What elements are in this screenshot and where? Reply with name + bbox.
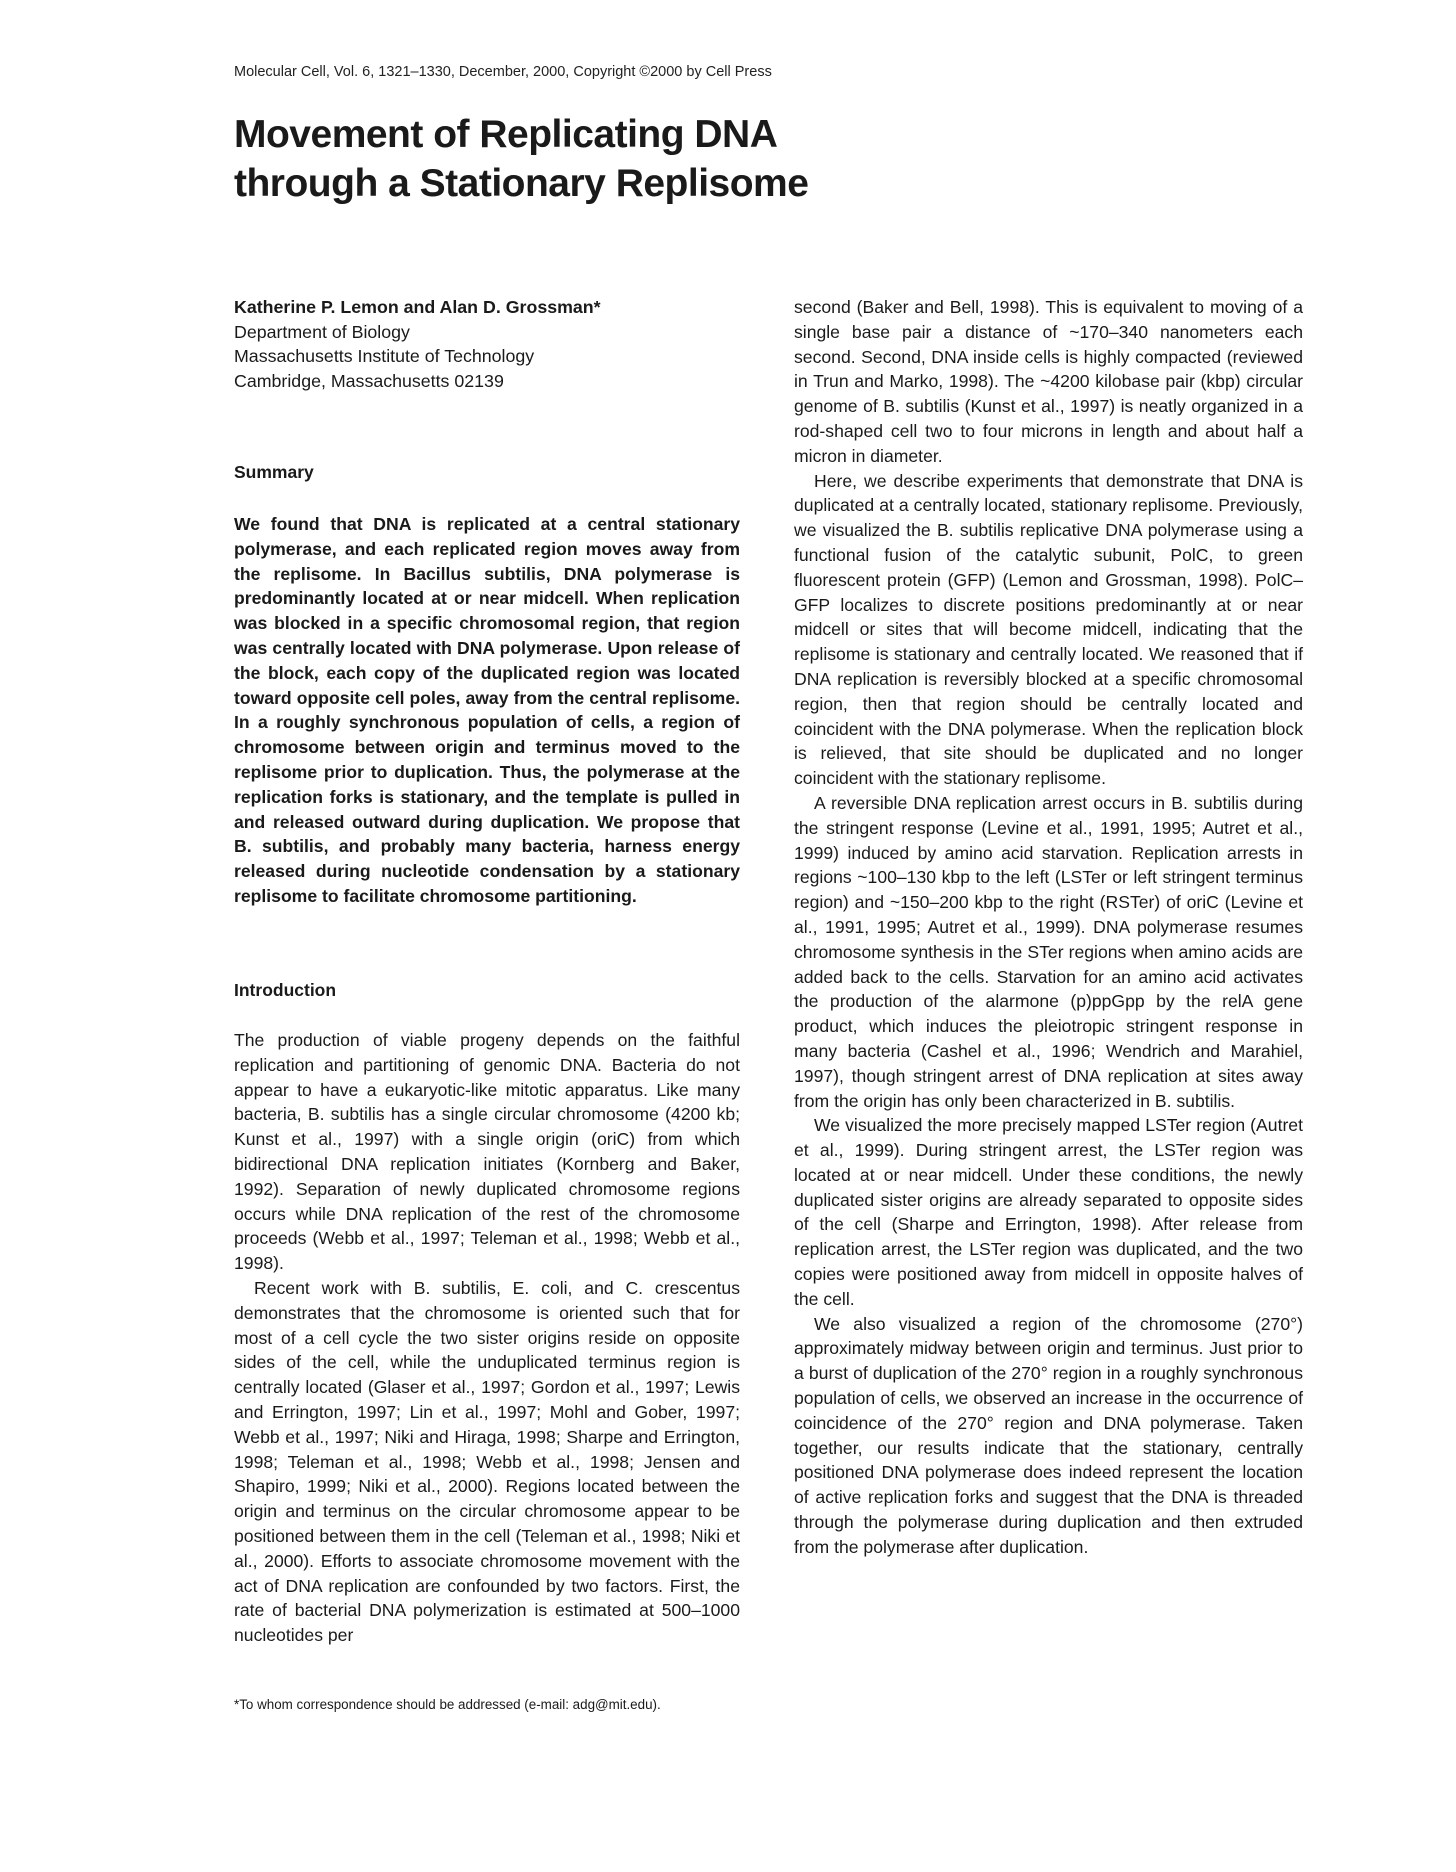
article-title [234, 110, 1134, 208]
right-column-body [794, 295, 1303, 1560]
introduction-heading: Introduction [234, 980, 337, 1000]
introduction-body [234, 1028, 740, 1648]
summary-text [234, 512, 740, 909]
affiliation-line: Cambridge, Massachusetts 02139 [234, 370, 504, 391]
correspondence-footnote: *To whom correspondence should be addressed (e-mail: adg@mit.edu). [234, 1697, 661, 1712]
body-paragraph: second (Baker and Bell, 1998). This is equivalent to moving of a single base pair a distance of ~170–340 nanometers each second. Second, DNA inside cells is highly compacted (reviewed in Trun and Marko, 1998). The ~4200 kilobase pair (kbp) circular genome of B. subtilis (Kunst et al., 1997) is neatly organized in a rod-shaped cell two to four microns in length and about half a micron in diameter. [794, 297, 1303, 466]
summary-heading: Summary [234, 462, 314, 482]
title-line-1: Movement of Replicating DNA [234, 113, 778, 156]
title-line-2: through a Stationary Replisome [234, 162, 809, 205]
body-paragraph: Here, we describe experiments that demonstrate that DNA is duplicated at a centrally located, stationary replisome. Previously, we visualized the B. subtilis replicative DNA polymerase using a functional fusion of the catalytic subunit, PolC, to green fluorescent protein (GFP) (Lemon and Grossman, 1998). PolC–GFP localizes to discrete positions predominantly at or near midcell or sites that will become midcell, indicating that the replisome is stationary and centrally located. We reasoned that if DNA replication is reversibly blocked at a specific chromosomal region, then that region should be centrally located and coincident with the DNA polymerase. When the replication block is relieved, that site should be duplicated and no longer coincident with the stationary replisome. [794, 470, 1303, 789]
body-paragraph: We also visualized a region of the chromosome (270°) approximately midway between origin and terminus. Just prior to a burst of duplication of the 270° region in a roughly synchronous population of cells, we observed an increase in the occurrence of coincidence of the 270° region and DNA polymerase. Taken together, our results indicate that the stationary, centrally positioned DNA polymerase does indeed represent the location of active replication forks and suggest that the DNA is threaded through the polymerase during duplication and then extruded from the polymerase after duplication. [794, 1313, 1303, 1557]
author-names: Katherine P. Lemon and Alan D. Grossman* [234, 297, 601, 317]
journal-citation-line: Molecular Cell, Vol. 6, 1321–1330, December, 2000, Copyright ©2000 by Cell Press [234, 64, 772, 80]
intro-paragraph: Recent work with B. subtilis, E. coli, and C. crescentus demonstrates that the chromosome is oriented such that for most of a cell cycle the two sister origins reside on opposite sides of the cell, while the unduplicated terminus region is centrally located (Glaser et al., 1997; Gordon et al., 1997; Lewis and Errington, 1997; Lin et al., 1997; Mohl and Gober, 1997; Webb et al., 1997; Niki and Hiraga, 1998; Sharpe and Errington, 1998; Teleman et al., 1998; Webb et al., 1998; Jensen and Shapiro, 1999; Niki et al., 2000). Regions located between the origin and terminus on the circular chromosome appear to be positioned between them in the cell (Teleman et al., 1998; Niki et al., 2000). Efforts to associate chromosome movement with the act of DNA replication are confounded by two factors. First, the rate of bacterial DNA polymerization is estimated at 500–1000 nucleotides per [234, 1277, 740, 1646]
body-paragraph: A reversible DNA replication arrest occurs in B. subtilis during the stringent response (Levine et al., 1991, 1995; Autret et al., 1999) induced by amino acid starvation. Replication arrests in regions ~100–130 kbp to the left (LSTer or left stringent terminus region) and ~150–200 kbp to the right (RSTer) of oriC (Levine et al., 1991, 1995; Autret et al., 1999). DNA polymerase resumes chromosome synthesis in the STer regions when amino acids are added back to the cells. Starvation for an amino acid activates the production of the alarmone (p)ppGpp by the relA gene product, which induces the pleiotropic stringent response in many bacteria (Cashel et al., 1996; Wendrich and Marahiel, 1997), though stringent arrest of DNA replication at sites away from the origin has only been characterized in B. subtilis. [794, 792, 1303, 1111]
intro-paragraph: The production of viable progeny depends on the faithful replication and partitioning of genomic DNA. Bacteria do not appear to have a eukaryotic-like mitotic apparatus. Like many bacteria, B. subtilis has a single circular chromosome (4200 kb; Kunst et al., 1997) with a single origin (oriC) from which bidirectional DNA replication initiates (Kornberg and Baker, 1992). Separation of newly duplicated chromosome regions occurs while DNA replication of the rest of the chromosome proceeds (Webb et al., 1997; Teleman et al., 1998; Webb et al., 1998). [234, 1030, 740, 1274]
body-paragraph: We visualized the more precisely mapped LSTer region (Autret et al., 1999). During stringent arrest, the LSTer region was located at or near midcell. Under these conditions, the newly duplicated sister origins are already separated to opposite sides of the cell (Sharpe and Errington, 1998). After release from replication arrest, the LSTer region was duplicated, and the two copies were positioned away from midcell in opposite halves of the cell. [794, 1115, 1303, 1309]
affiliation-line: Department of Biology [234, 321, 410, 342]
author-block [234, 295, 740, 393]
summary-paragraph: We found that DNA is replicated at a central stationary polymerase, and each replicated region moves away from the replisome. In Bacillus subtilis, DNA polymerase is predominantly located at or near midcell. When replication was blocked in a specific chromosomal region, that region was centrally located with DNA polymerase. Upon release of the block, each copy of the duplicated region was located toward opposite cell poles, away from the central replisome. In a roughly synchronous population of cells, a region of chromosome between origin and terminus moved to the replisome prior to duplication. Thus, the polymerase at the replication forks is stationary, and the template is pulled in and released outward during duplication. We propose that B. subtilis, and probably many bacteria, harness energy released during nucleotide condensation by a stationary replisome to facilitate chromosome partitioning. [234, 514, 740, 906]
affiliation-line: Massachusetts Institute of Technology [234, 346, 535, 366]
